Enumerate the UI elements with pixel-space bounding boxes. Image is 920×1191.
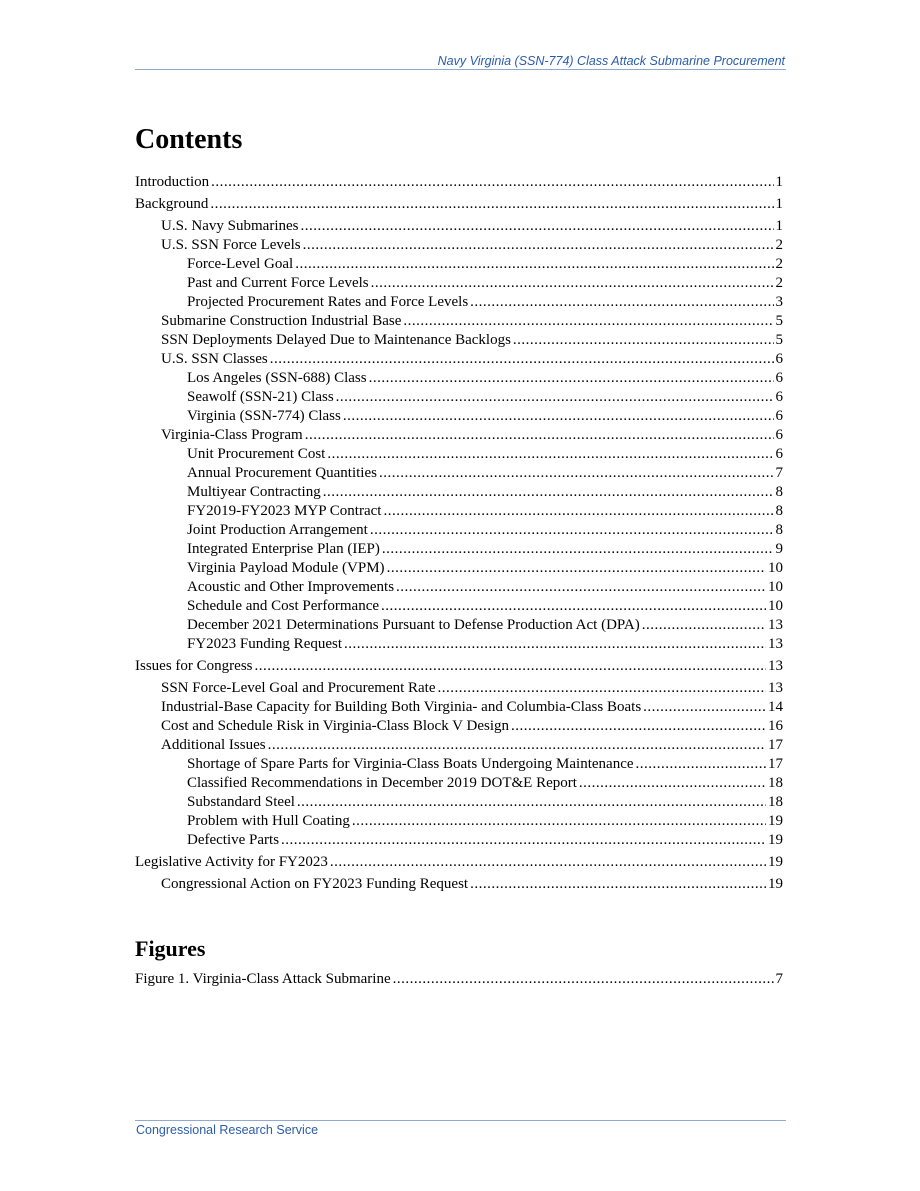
dot-leader: [393, 970, 774, 989]
entry-page-number: 13: [768, 658, 783, 674]
entry-page-number: 5: [775, 313, 783, 329]
entry-page-number: 6: [775, 408, 783, 424]
entry-page-number: 13: [768, 617, 783, 633]
entry-title: Annual Procurement Quantities: [187, 465, 377, 481]
toc-entry[interactable]: [135, 426, 783, 445]
entry-page-number: 7: [775, 971, 783, 987]
entry-page-number: 10: [768, 560, 783, 576]
entry-title: Integrated Enterprise Plan (IEP): [187, 541, 380, 557]
toc-entry[interactable]: [135, 350, 783, 369]
toc-entry[interactable]: [135, 195, 783, 214]
entry-title: Problem with Hull Coating: [187, 813, 350, 829]
entry-title: SSN Deployments Delayed Due to Maintenance Backlogs: [161, 332, 511, 348]
header-rule: [135, 69, 786, 70]
dot-leader: [470, 293, 773, 312]
entry-title: Cost and Schedule Risk in Virginia-Class Block V Design: [161, 718, 509, 734]
entry-page-number: 10: [768, 598, 783, 614]
toc-entry[interactable]: [135, 793, 783, 812]
entry-page-number: 8: [775, 522, 783, 538]
entry-page-number: 10: [768, 579, 783, 595]
toc-entry[interactable]: [135, 616, 783, 635]
entry-page-number: 16: [768, 718, 783, 734]
toc-entry[interactable]: [135, 755, 783, 774]
dot-leader: [579, 774, 766, 793]
toc-entry[interactable]: [135, 578, 783, 597]
toc-entry[interactable]: [135, 853, 783, 872]
dot-leader: [396, 578, 766, 597]
entry-title: Schedule and Cost Performance: [187, 598, 380, 614]
dot-leader: [281, 831, 766, 850]
entry-title: Additional Issues: [161, 737, 266, 753]
toc-entry[interactable]: [135, 445, 783, 464]
entry-page-number: 18: [768, 794, 783, 810]
entry-page-number: 2: [775, 237, 783, 253]
toc-entry[interactable]: [135, 312, 783, 331]
entry-page-number: 19: [768, 854, 783, 870]
entry-page-number: 13: [768, 680, 783, 696]
toc-entry[interactable]: [135, 736, 783, 755]
entry-title: Force-Level Goal: [187, 256, 294, 272]
running-header: Navy Virginia (SSN-774) Class Attack Submarine Procurement: [437, 54, 785, 68]
toc-entry[interactable]: [135, 679, 783, 698]
toc-entry[interactable]: [135, 274, 783, 293]
entry-title: Acoustic and Other Improvements: [187, 579, 395, 595]
dot-leader: [295, 255, 773, 274]
dot-leader: [327, 445, 773, 464]
entry-title: SSN Force-Level Goal and Procurement Rate: [161, 680, 436, 696]
figure-entry[interactable]: [135, 970, 783, 989]
dot-leader: [383, 502, 773, 521]
entry-title: Virginia Payload Module (VPM): [187, 560, 385, 576]
dot-leader: [268, 736, 766, 755]
entry-page-number: 8: [775, 484, 783, 500]
entry-title: Issues for Congress: [135, 658, 253, 674]
entry-title: Virginia-Class Program: [161, 427, 303, 443]
toc-entry[interactable]: [135, 407, 783, 426]
dot-leader: [438, 679, 766, 698]
dot-leader: [210, 195, 773, 214]
toc-entry[interactable]: [135, 521, 783, 540]
toc-entry[interactable]: [135, 875, 783, 894]
entry-page-number: 19: [768, 813, 783, 829]
dot-leader: [270, 350, 774, 369]
entry-title: Unit Procurement Cost: [187, 446, 326, 462]
entry-page-number: 19: [768, 876, 783, 892]
entry-title: U.S. SSN Force Levels: [161, 237, 301, 253]
entry-title: Defective Parts: [187, 832, 280, 848]
toc-entry[interactable]: [135, 657, 783, 676]
dot-leader: [382, 540, 774, 559]
toc-entry[interactable]: [135, 812, 783, 831]
dot-leader: [255, 657, 767, 676]
contents-heading: Contents: [135, 124, 243, 155]
entry-page-number: 6: [775, 389, 783, 405]
list-of-figures: [135, 970, 783, 989]
entry-page-number: 14: [768, 699, 783, 715]
entry-title: Multiyear Contracting: [187, 484, 321, 500]
footer-publisher: Congressional Research Service: [136, 1123, 319, 1137]
entry-title: Shortage of Spare Parts for Virginia-Class Boats Undergoing Maintenance: [187, 756, 634, 772]
dot-leader: [371, 274, 774, 293]
entry-title: Past and Current Force Levels: [187, 275, 369, 291]
dot-leader: [513, 331, 774, 350]
toc-entry[interactable]: [135, 293, 783, 312]
entry-page-number: 17: [768, 756, 783, 772]
toc-entry[interactable]: [135, 331, 783, 350]
entry-title: Background: [135, 196, 209, 212]
entry-page-number: 6: [775, 427, 783, 443]
entry-page-number: 13: [768, 636, 783, 652]
dot-leader: [387, 559, 766, 578]
dot-leader: [336, 388, 774, 407]
toc-entry[interactable]: [135, 483, 783, 502]
entry-title: FY2023 Funding Request: [187, 636, 343, 652]
entry-title: Congressional Action on FY2023 Funding Request: [161, 876, 469, 892]
entry-title: FY2019-FY2023 MYP Contract: [187, 503, 382, 519]
entry-title: Industrial-Base Capacity for Building Both Virginia- and Columbia-Class Boats: [161, 699, 642, 715]
entry-page-number: 3: [775, 294, 783, 310]
toc-entry[interactable]: [135, 540, 783, 559]
dot-leader: [636, 755, 766, 774]
dot-leader: [352, 812, 766, 831]
dot-leader: [642, 616, 766, 635]
entry-title: Seawolf (SSN-21) Class: [187, 389, 334, 405]
toc-entry[interactable]: [135, 369, 783, 388]
toc-entry[interactable]: [135, 774, 783, 793]
toc-entry[interactable]: [135, 255, 783, 274]
dot-leader: [643, 698, 766, 717]
entry-title: Los Angeles (SSN-688) Class: [187, 370, 367, 386]
figures-heading: Figures: [135, 936, 206, 961]
entry-title: Submarine Construction Industrial Base: [161, 313, 402, 329]
dot-leader: [330, 853, 766, 872]
entry-page-number: 1: [775, 196, 783, 212]
entry-page-number: 8: [775, 503, 783, 519]
entry-page-number: 17: [768, 737, 783, 753]
toc-entry[interactable]: [135, 217, 783, 236]
toc-entry[interactable]: [135, 236, 783, 255]
toc-entry[interactable]: [135, 559, 783, 578]
entry-title: Introduction: [135, 174, 210, 190]
entry-title: U.S. Navy Submarines: [161, 218, 299, 234]
entry-page-number: 7: [775, 465, 783, 481]
entry-title: December 2021 Determinations Pursuant to Defense Production Act (DPA): [187, 617, 640, 633]
entry-page-number: 6: [775, 351, 783, 367]
entry-page-number: 18: [768, 775, 783, 791]
toc-entry[interactable]: [135, 464, 783, 483]
entry-page-number: 6: [775, 446, 783, 462]
footer-rule: [135, 1120, 786, 1121]
entry-title: Joint Production Arrangement: [187, 522, 368, 538]
dot-leader: [305, 426, 774, 445]
entry-title: Classified Recommendations in December 2019 DOT&E Report: [187, 775, 577, 791]
dot-leader: [343, 407, 774, 426]
entry-page-number: 1: [775, 174, 783, 190]
entry-page-number: 5: [775, 332, 783, 348]
dot-leader: [370, 521, 774, 540]
toc-entry[interactable]: [135, 831, 783, 850]
dot-leader: [369, 369, 774, 388]
toc-entry[interactable]: [135, 635, 783, 654]
dot-leader: [301, 217, 774, 236]
entry-page-number: 2: [775, 256, 783, 272]
entry-title: Legislative Activity for FY2023: [135, 854, 328, 870]
dot-leader: [470, 875, 766, 894]
dot-leader: [379, 464, 774, 483]
toc-entry[interactable]: [135, 597, 783, 616]
toc-entry[interactable]: [135, 173, 783, 192]
table-of-contents: [135, 173, 783, 894]
dot-leader: [403, 312, 773, 331]
dot-leader: [303, 236, 774, 255]
toc-entry[interactable]: [135, 388, 783, 407]
dot-leader: [323, 483, 774, 502]
toc-entry[interactable]: [135, 698, 783, 717]
entry-title: Substandard Steel: [187, 794, 295, 810]
dot-leader: [297, 793, 766, 812]
toc-entry[interactable]: [135, 717, 783, 736]
dot-leader: [344, 635, 766, 654]
entry-page-number: 9: [775, 541, 783, 557]
entry-page-number: 6: [775, 370, 783, 386]
entry-page-number: 1: [775, 218, 783, 234]
entry-page-number: 2: [775, 275, 783, 291]
dot-leader: [381, 597, 766, 616]
dot-leader: [511, 717, 766, 736]
entry-title: U.S. SSN Classes: [161, 351, 268, 367]
dot-leader: [211, 173, 773, 192]
entry-title: Projected Procurement Rates and Force Levels: [187, 294, 469, 310]
entry-title: Virginia (SSN-774) Class: [187, 408, 341, 424]
entry-page-number: 19: [768, 832, 783, 848]
entry-title: Figure 1. Virginia-Class Attack Submarine: [135, 971, 391, 987]
toc-entry[interactable]: [135, 502, 783, 521]
